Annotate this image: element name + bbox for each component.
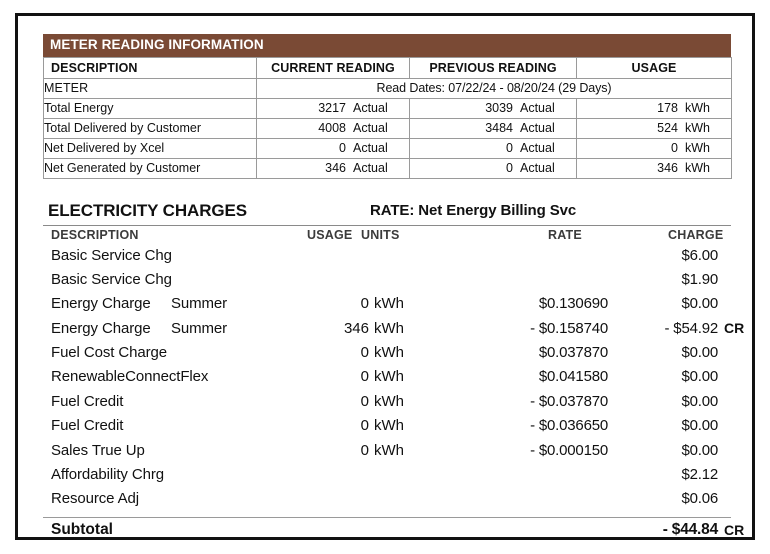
charge-season: Summer [171, 319, 228, 337]
subtotal-row [43, 520, 745, 545]
list-item [43, 246, 731, 270]
unit: kWh [685, 121, 710, 136]
subtotal-credit-flag: CR [724, 521, 745, 538]
list-item [43, 465, 731, 489]
meter-previous-reading [410, 141, 576, 155]
charge-description: Basic Service Chg [51, 246, 172, 264]
charge-amount: $0.00 [681, 417, 718, 435]
charge-amount: $6.00 [681, 246, 718, 264]
charge-amount: $0.00 [681, 344, 718, 362]
charge-credit-flag: CR [724, 319, 745, 336]
charge-usage: 0 [360, 392, 369, 410]
charge-description: Resource Adj [51, 490, 140, 508]
rate-plan-title: RATE: Net Energy Billing Svc [370, 201, 577, 219]
list-item [43, 489, 731, 513]
meter-reading-banner-title: METER READING INFORMATION [43, 34, 731, 57]
meter-col-description: DESCRIPTION [44, 57, 257, 78]
charge-description: Fuel Credit [51, 392, 124, 410]
charge-rate: - $0.036650 [530, 417, 608, 435]
meter-reading-table [43, 57, 732, 179]
subtotal-divider [43, 517, 731, 518]
value: 0 [506, 141, 513, 156]
meter-row-description: Net Generated by Customer [44, 158, 257, 178]
list-item [43, 392, 731, 416]
list-item [43, 343, 731, 367]
charge-amount: $0.00 [681, 392, 718, 410]
table-row [44, 138, 732, 158]
charges-col-units: UNITS [361, 227, 400, 242]
value: 346 [657, 161, 678, 176]
charge-amount: $2.12 [681, 466, 718, 484]
charges-column-headers [43, 228, 731, 246]
charges-col-charge: CHARGE [668, 227, 724, 242]
charge-usage: 0 [360, 368, 369, 386]
subtotal-label: Subtotal [51, 520, 113, 538]
charge-description: Energy Charge [51, 295, 151, 313]
charge-description: Energy Charge [51, 319, 151, 337]
charge-rate: $0.130690 [538, 295, 608, 313]
value: 4008 [318, 121, 346, 136]
charge-description: Fuel Credit [51, 417, 124, 435]
charge-rate: - $0.000150 [530, 441, 608, 459]
subtotal-amount: - $44.84 [662, 520, 718, 538]
charge-usage: 0 [360, 417, 369, 435]
charge-rate: - $0.037870 [530, 392, 608, 410]
unit: Actual [520, 101, 555, 116]
charge-rate: $0.041580 [538, 368, 608, 386]
unit: Actual [353, 161, 388, 176]
meter-current-reading [257, 101, 409, 115]
value: 178 [657, 101, 678, 116]
list-item [43, 294, 731, 318]
bill-content [43, 34, 745, 545]
table-row [44, 118, 732, 138]
table-row [44, 98, 732, 118]
value: 3484 [485, 121, 513, 136]
read-dates: Read Dates: 07/22/24 - 08/20/24 (29 Days) [257, 78, 732, 98]
unit: kWh [685, 101, 710, 116]
meter-reading-section [43, 34, 731, 179]
charges-title-divider [43, 225, 731, 226]
charge-amount: $0.06 [681, 490, 718, 508]
list-item [43, 319, 745, 343]
charges-col-description: DESCRIPTION [51, 227, 139, 242]
list-item [43, 441, 731, 465]
value: 524 [657, 121, 678, 136]
charge-description: RenewableConnectFlex [51, 368, 209, 386]
charges-col-usage: USAGE [307, 227, 353, 242]
meter-column-header-row [44, 57, 732, 78]
charge-rate: $0.037870 [538, 344, 608, 362]
charge-description: Fuel Cost Charge [51, 344, 167, 362]
meter-usage [577, 101, 731, 115]
unit: Actual [353, 101, 388, 116]
unit: Actual [353, 141, 388, 156]
meter-current-reading [257, 161, 409, 175]
charge-units: kWh [374, 368, 404, 386]
charge-amount: $1.90 [681, 270, 718, 288]
meter-current-reading [257, 121, 409, 135]
meter-header-row [44, 78, 732, 98]
meter-col-previous-reading: PREVIOUS READING [410, 57, 577, 78]
value: 0 [671, 141, 678, 156]
charge-usage: 0 [360, 441, 369, 459]
unit: Actual [353, 121, 388, 136]
charge-amount: $0.00 [681, 368, 718, 386]
meter-usage [577, 161, 731, 175]
charge-amount: $0.00 [681, 441, 718, 459]
meter-label: METER [44, 78, 257, 98]
meter-current-reading [257, 141, 409, 155]
meter-previous-reading [410, 121, 576, 135]
meter-row-description: Total Energy [44, 98, 257, 118]
meter-previous-reading [410, 161, 576, 175]
charge-units: kWh [374, 392, 404, 410]
charge-units: kWh [374, 441, 404, 459]
bill-page [15, 13, 755, 540]
meter-previous-reading [410, 101, 576, 115]
charge-units: kWh [374, 319, 404, 337]
charge-description: Sales True Up [51, 441, 145, 459]
meter-row-description: Net Delivered by Xcel [44, 138, 257, 158]
charge-usage: 0 [360, 295, 369, 313]
charges-title-bar [43, 201, 731, 223]
unit: kWh [685, 141, 710, 156]
charge-description: Basic Service Chg [51, 270, 172, 288]
meter-usage [577, 121, 731, 135]
charge-usage: 0 [360, 344, 369, 362]
charges-col-rate: RATE [548, 227, 582, 242]
value: 346 [325, 161, 346, 176]
charge-amount: - $54.92 [664, 319, 718, 337]
list-item [43, 367, 731, 391]
list-item [43, 416, 731, 440]
charge-rate: - $0.158740 [530, 319, 608, 337]
charge-usage: 346 [343, 319, 369, 337]
meter-col-current-reading: CURRENT READING [257, 57, 410, 78]
charge-units: kWh [374, 344, 404, 362]
unit: Actual [520, 161, 555, 176]
electricity-charges-section [43, 200, 745, 545]
value: 3039 [485, 101, 513, 116]
charge-units: kWh [374, 417, 404, 435]
value: 0 [506, 161, 513, 176]
unit: Actual [520, 141, 555, 156]
charge-season: Summer [171, 295, 228, 313]
meter-col-usage: USAGE [577, 57, 732, 78]
charge-description: Affordability Chrg [51, 466, 164, 484]
value: 3217 [318, 101, 346, 116]
charges-title: ELECTRICITY CHARGES [48, 200, 247, 220]
list-item [43, 270, 731, 294]
meter-row-description: Total Delivered by Customer [44, 118, 257, 138]
table-row [44, 158, 732, 178]
unit: Actual [520, 121, 555, 136]
value: 0 [339, 141, 346, 156]
meter-usage [577, 141, 731, 155]
charges-rows [43, 246, 745, 514]
meter-table-body [44, 98, 732, 178]
charge-units: kWh [374, 295, 404, 313]
unit: kWh [685, 161, 710, 176]
charge-amount: $0.00 [681, 295, 718, 313]
